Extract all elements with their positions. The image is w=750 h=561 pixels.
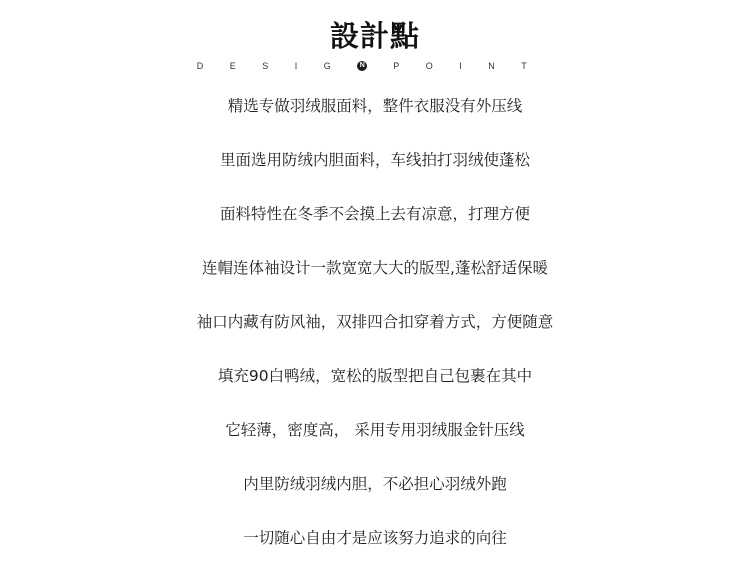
feature-line: 精选专做羽绒服面料，整件衣服没有外压线 — [227, 97, 523, 115]
feature-line: 内里防绒羽绒内胆，不必担心羽绒外跑 — [243, 475, 507, 493]
feature-line: 它轻薄，密度高， 采用专用羽绒服金针压线 — [225, 421, 525, 439]
subtitle-left: DESIG — [196, 61, 358, 71]
page-title: 設計點 — [329, 19, 420, 53]
feature-line: 填充90白鸭绒，宽松的版型把自己包裹在其中 — [217, 367, 533, 385]
feature-line: 一切随心自由才是应该努力追求的向往 — [243, 529, 507, 547]
feature-line: 里面选用防绒内胆面料，车线拍打羽绒使蓬松 — [219, 151, 530, 169]
subtitle-dot-letter: N — [357, 61, 367, 71]
feature-line: 袖口内藏有防风袖，双排四合扣穿着方式，方便随意 — [196, 313, 554, 331]
feature-line: 连帽连体袖设计一款宽宽大大的版型,蓬松舒适保暖 — [202, 259, 548, 277]
feature-line: 面料特性在冬季不会摸上去有凉意，打理方便 — [219, 205, 530, 223]
subtitle-right: POINT — [393, 61, 554, 71]
